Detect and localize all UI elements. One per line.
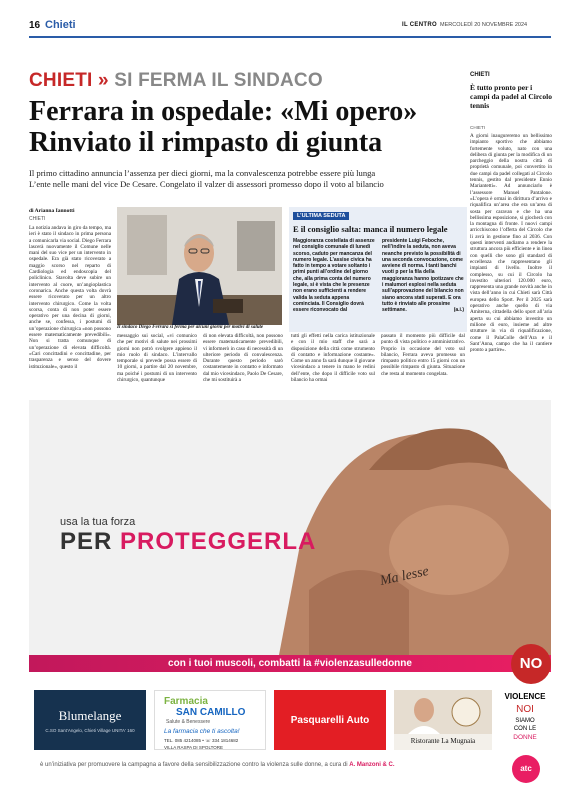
- footer-by: a cura di: [324, 762, 348, 768]
- slogan-violence: VIOLENCE: [504, 692, 546, 701]
- article-column-4: tutti gli effetti nella carica istituzionale e con il mio staff che sarà a disposizione della città come strumento di contatto e informazione costante». Come un anno fa sarà dunque il giovane vicesindaco a tenere in mano le redini dell’ente, che dopo il difficile voto sul bilancio ha ormai: [291, 333, 375, 384]
- slogan-donne: DONNE: [513, 734, 537, 741]
- footer-text: è un’iniziativa per promuovere la campagna a favore della sensibilizzazione contro la violenza sulle donne,: [40, 762, 323, 768]
- issue-date: MERCOLEDÌ 20 NOVEMBRE 2024: [440, 22, 528, 28]
- no-violence-badge: NO: [511, 644, 551, 684]
- rail-title[interactable]: È tutto pronto per i campi da padel al Circolo tennis: [470, 83, 552, 110]
- byline-location: CHIETI: [29, 216, 46, 222]
- advert-line-2b: PROTEGGERLA: [120, 528, 317, 555]
- mayor-photo-illustration: [117, 207, 282, 325]
- kicker-text: SI FERMA IL SINDACO: [114, 70, 323, 91]
- advert-band-text: con i tuoi muscoli, combatti la #violenzasulledonne: [168, 658, 412, 669]
- headline-line-1: Ferrara in ospedale: «Mi opero»: [29, 96, 418, 127]
- headline[interactable]: [29, 96, 469, 158]
- sponsor-farmacia-tagline: Salute & Benessere: [166, 719, 211, 725]
- header-rule: [29, 36, 551, 38]
- slogan-noi: NOI: [516, 704, 534, 715]
- sponsor-farmacia-address: VILLA RASPA DI SPOLTORE: [164, 745, 224, 750]
- standfirst: [29, 168, 469, 190]
- sponsor-mugnaia-name: Ristorante La Mugnaia: [410, 737, 476, 745]
- sponsor-farmacia-word: Farmacia: [164, 696, 208, 707]
- sidebar-tag: L’ULTIMA SEDUTA: [293, 212, 349, 220]
- sponsor-pasquarelli-name: Pasquarelli Auto: [290, 715, 370, 726]
- sidebar-text-left: Maggioranza costellata di assenze nel consiglio comunale di lunedì scorso, caduto per mancanza del numero legale. L’assise civica ha fatto in tempo a votare soltanto i primi punti all’ordine del giorno che, alla prima conta del numero legale, si è vista che le presenze non erano sufficienti a rendere valida la seduta appena cominciata. Il Consiglio dovrà essere riconvocato dal: [293, 238, 375, 314]
- sidebar-text-right-body: presidente Luigi Feboche, nell’indire la seduta, non aveva neanche previsto la possibilità di una seconda convocazione, come avviene di norma. I tanti banchi vuoti p per la fila della maggioranza hanno ipotizzare che i malumori esplosi nella seduta sull’approvazione del bilancio non siano ancora stati superati. E ora tutto è rinviato alle prossime settimane.: [382, 238, 464, 314]
- byline: di Arianna Iannotti: [29, 208, 75, 214]
- sponsor-farmacia-slogan: La farmacia che ti ascolta!: [164, 728, 240, 735]
- rail-location: CHIETI: [470, 125, 486, 130]
- slogan-siamo: SIAMO: [515, 718, 535, 724]
- sponsor-blumelange-address: C.SO Sant’Angelo, Chieti Village UNITA' 160: [45, 728, 135, 733]
- sponsor-farmacia-phone: TEL. 085 4214085 • ☏ 334 1814682: [164, 738, 239, 743]
- sidebar-text-right: [382, 238, 464, 314]
- tattoo-text: Ma lesse: [378, 563, 431, 589]
- kicker: [29, 70, 323, 92]
- chef-photo-icon: [394, 690, 492, 734]
- footer-agency[interactable]: A. Manzoni & C.: [349, 762, 395, 768]
- photo-caption: Il sindaco Diego Ferrara si ferma per alcuni giorni per motivi di salute: [117, 325, 264, 330]
- advert-line-2: [60, 528, 316, 556]
- advert-line-1: usa la tua forza: [60, 516, 136, 528]
- page-number: 16: [29, 20, 41, 31]
- kicker-city: CHIETI: [29, 70, 93, 91]
- kicker-arrows: »: [97, 70, 109, 91]
- article-column-2: messaggio sui social, «vi comunico che per motivi di salute nei prossimi giorni non potrò svolgere appieno il mio ruolo di sindaco. L’intervallo temporale si prevede possa essere di 10 giorni, a partire dal 20 novembre, ma poiché i postumi di un intervento chirurgico, quantunque: [117, 333, 197, 384]
- rail-tag: CHIETI: [470, 72, 490, 78]
- standfirst-line-1: Il primo cittadino annuncia l’assenza per dieci giorni, ma la convalescenza potrebbe essere più lunga: [29, 168, 376, 178]
- advert-footer: [40, 762, 510, 768]
- headline-line-2: Rinviato il rimpasto di giunta: [29, 127, 383, 158]
- rail-body: A giorni inaugureremo un bellissimo impianto sportivo che abbiamo fortemente voluto, nato con una delibera di giunta per la modifica di un parcheggio della nostra città di proprietà comunale, poi convertito in due campi da padel collegati al Circolo tennis, gestito dal presidente Ennio Mariantetti». Ad annunciarlo è l’assessore Manuel Pantalone. «L’opera è ormai in dirittura d’arrivo e riqualifica un’area che era un’area di sosta per caravan e che ha una bellissima esposizione, si giocherà con la montagna di fronte. I nuovi campi arricchiscono l’offerta del Circolo che li avrà in gestione fino al 2036. Con questi interventi andiamo a rendere la struttura ancora più efficiente e in linea con quelli che sono gli standard di eccellenza che rappresentano gli impianti di livello. Inoltre il complesso, su cui il Circolo ha investito ulteriori 120.000 euro, rappresenta una grande novità anche in vista dell’anno in cui Chieti sarà Città europea dello Sport. Per il 2025 sarà operativo anche quello di via Amiterna, cittadella dello sport all’aria aperta su cui abbiamo investito un milione di euro, insieme ad altre strutture in via di riqualificazione, come il PalaColle dell’Ara e il Sant’Anna, campo che ha il cantiere pronto a partire».: [470, 133, 552, 354]
- article-column-1: La notizia andava in giro da tempo, ma ieri è stato il sindaco in prima persona a comunicarla via social. Diego Ferrara lascerà nuovamente il Comune nelle mani del suo vice per un intervento in ospedale. Era già stato ricoverato a maggio scorso nel reparto di Cardiologia ed endoscopia del policlinico. Stavolta deve subire un intervento al cuore, un’angioplastica coronarica. Anche questa volta dovrà essere ricoverato per un altro intervento chirurgico. Come la volta scorsa, conta di non poter essere operativo per una decina di giorni, anche se, confessa, i postumi di un’operazione chirurgica «non possono essere matematicamente prevedibili». Non si tratta comunque di un’operazione di elevata difficoltà. «Cari concittadini e concittadine, per trasparenza e senso del dovere istituzionale», questo il: [29, 225, 111, 370]
- slogan-con-le: CON LE: [513, 726, 537, 732]
- advert-line-2a: PER: [60, 528, 113, 555]
- sidebar-signature: (a.i.): [453, 307, 464, 314]
- atc-logo: atc: [512, 755, 540, 783]
- mayor-photo[interactable]: [117, 207, 282, 325]
- sponsor-farmacia-name: SAN CAMILLO: [176, 707, 246, 718]
- standfirst-line-2: L’ente nelle mani del vice De Cesare. Congelato il valzer di assessori promesso dopo il voto al bilancio: [29, 179, 384, 189]
- sponsor-blumelange-name: Blumelange: [58, 708, 122, 723]
- article-column-5: passato il momento più difficile dal punto di vista politico e amministrativo. Proprio in occasione del voto sul bilancio, Ferrara aveva promesso un rimpasto politico entro 15 giorni con un possibile rimpasto di giunta. Situazione che resta al momento congelata.: [381, 333, 465, 377]
- section-name[interactable]: Chieti: [45, 19, 76, 31]
- article-column-3: di non elevata difficoltà, non possono essere matematicamente prevedibili, vi informerò in caso di necessità di un ulteriore periodo di convalescenza. Durante questo periodo sarò costantemente in contatto e informato dal mio vicesindaco, Paolo De Cesare, che mi sostituirà a: [203, 333, 283, 384]
- newspaper-name: IL CENTRO: [402, 22, 437, 28]
- sidebar-title[interactable]: E il consiglio salta: manca il numero legale: [293, 224, 448, 234]
